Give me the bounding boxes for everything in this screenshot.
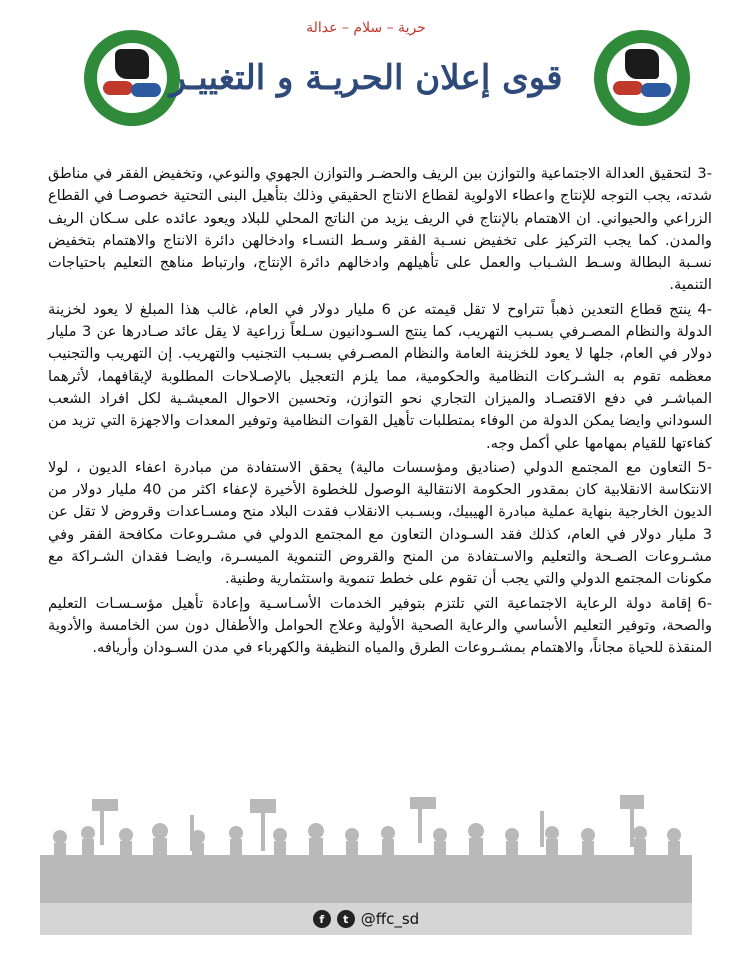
item-text: إقامة دولة الرعاية الاجتماعية التي تلتزم بتوفير الخدمات الأسـاسـية وإعادة تأهيل مؤسـسـات التعليم والصحة، وتوفير التعليم الأساسي والرعاية الصحية الأولية وعلاج الحوامل والأطفال دون سن الخامسة والأدوية المنقذة للحياة مجاناً، والاهتمام بمشـروعات الطرق والمياه النظيفة والكهرباء في مدن السـودان وأريافه.: [48, 594, 712, 657]
item-number: -6: [697, 594, 712, 612]
social-handle[interactable]: @ffc_sd: [360, 910, 420, 928]
facebook-icon[interactable]: f: [313, 910, 331, 928]
list-item-3: [48, 163, 712, 297]
organization-title: قوى إعلان الحريـة و التغييـر: [169, 58, 563, 98]
item-text: التعاون مع المجتمع الدولي (صناديق ومؤسسات مالية) يحقق الاستفادة من مبادرة اعفاء الديون ، لولا الانتكاسة الانقلابية كان بمقدور الحكومة الانتقالية الوصول للخطوة الأخيرة لإعفاء اكثر من 40 مليار دولار من الديون الخارجية بنهاية عملية مبادرة الهيبيك، وبسـبب الانقلاب فقدت البلاد منح ومسـاعدات وقروض لا تقل عن 3 مليار دولار في العام، كذلك فقد السـودان التعاون مع المجتمع الدولي في مشـروعات مكافحة الفقر وفي مشـروعات الصـحة والتعليم والاسـتفادة من المنح والقروض التنموية الميسـرة، وايضـا فقدان الشـراكة مع مكونات المجتمع الدولي والتي يجب أن تقوم على خطط تنموية واستثمارية وطنية.: [48, 458, 712, 588]
item-text: لتحقيق العدالة الاجتماعية والتوازن بين الريف والحضـر والتوازن الجهوي والنوعي، وتخفيض الفقر في مناطق شدته، يجب التوجه للإنتاج واعطاء الاولوية لقطاع الانتاج الحقيقي وذلك بتأهيل البنى التحتية خصوصـا في القطاع الزراعي والحيواني. ان الاهتمام بالإنتاج في الريف يزيد من الناتج المحلي للبلاد ويعود عائده على سـكان الريف والمدن. كما يجب التركيز على تخفيض نسـبة الفقر وسـط النسـاء وادخالهن دائرة الانتاج والاهتمام بتخفيض نسـبة البطالة وسـط الشـباب والعمل على تأهيلهم وادخالهم دائرة الإنتاج، وارتباط مناهج التعليم باحتياجات التنمية.: [48, 165, 712, 294]
letterhead: [0, 0, 732, 150]
item-number: -3: [697, 165, 712, 182]
item-number: -4: [697, 300, 713, 318]
item-text: ينتج قطاع التعدين ذهباً تتراوح لا تقل قيمته عن 6 مليار دولار في العام، غالب هذا المبلغ لا يعود لخزينة الدولة والنظام المصـرفي بسـبب التهريب، كما ينتج السـودانيون سـلعاً زراعية لا يقل عائد صـادرها عن 3 مليار دولار في العام، جلها لا يعود للخزينة العامة والنظام المصـرفي بسـبب التجنيب والتهريب. إن التهريب والتجنيب معظمه تقوم به الشـركات النظامية والحكومية، مما يلزم التعجيل بالإصـلاحات المطلوبة لإيقافهما، لأثرهما المباشـر في دفع الاقتصـاد والميزان التجاري نحو التوازن، وتحسين الاحوال المعيشـية لكل افراد الشعب السوداني وايضا يمكن الدولة من الوفاء بمتطلبات تأهيل القوات النظامية وتوفير المعدات والاجهزة التي تزيد من كفاءتها للقيام بمهامها علي أكمل وجه.: [48, 300, 712, 452]
list-item-5: [48, 457, 712, 591]
slogan: حرية – سلام – عدالة: [306, 20, 426, 36]
protest-crowd-silhouette: [40, 785, 692, 905]
twitter-icon[interactable]: t: [337, 910, 355, 928]
social-bar: [40, 903, 692, 935]
list-item-4: [48, 299, 712, 455]
document-body: [48, 163, 712, 662]
item-number: -5: [697, 458, 712, 476]
footer-banner: [40, 785, 692, 950]
list-item-6: [48, 593, 712, 660]
